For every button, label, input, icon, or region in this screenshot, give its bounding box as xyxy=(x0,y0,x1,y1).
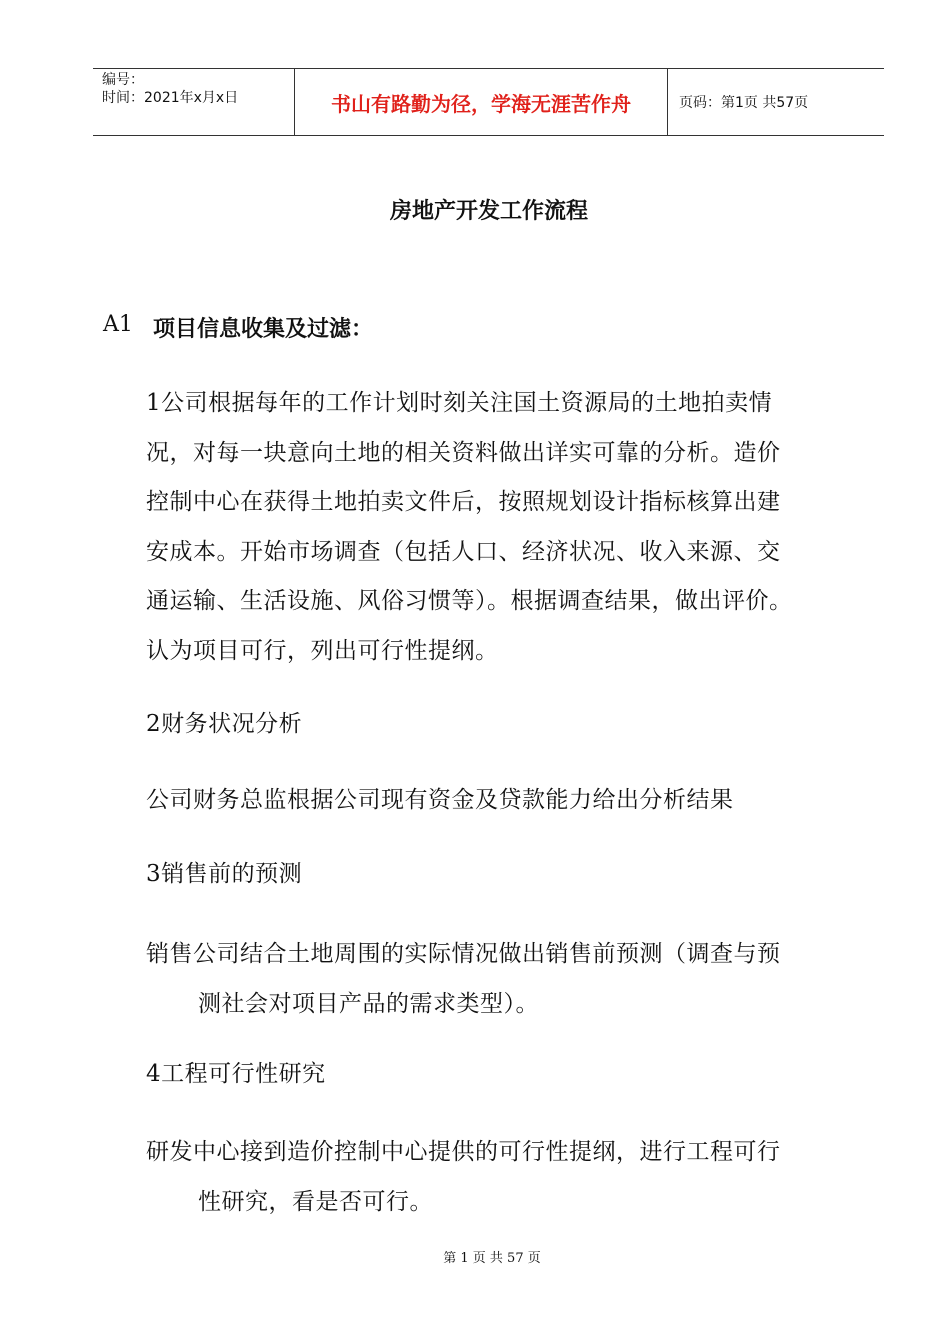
header-meta xyxy=(93,69,295,135)
header-page-info: 页码：第1页 共57页 xyxy=(679,95,809,111)
item-3-body-cont: 测社会对项目产品的需求类型）。 xyxy=(198,990,539,1017)
item-3-body xyxy=(146,930,846,1029)
item-4-body-first: 研发中心接到造价控制中心提供的可行性提纲，进行工程可行 xyxy=(146,1139,781,1165)
section-code: A1 xyxy=(103,312,133,337)
document-title: 房地产开发工作流程 xyxy=(389,199,588,224)
item-3-body-first: 销售公司结合土地周围的实际情况做出销售前预测（调查与预 xyxy=(146,941,781,967)
item-4-title: 4工程可行性研究 xyxy=(146,1061,326,1087)
page-header xyxy=(93,68,884,136)
paragraph-line: 况，对每一块意向土地的相关资料做出详实可靠的分析。造价 xyxy=(146,439,781,466)
section-heading xyxy=(103,312,373,343)
item-4-body xyxy=(146,1128,846,1227)
time-label: 时间：2021年x月x日 xyxy=(102,90,239,106)
item-3-title: 3销售前的预测 xyxy=(146,861,303,887)
paragraph-line: 安成本。开始市场调查（包括人口、经济状况、收入来源、交 xyxy=(146,538,781,565)
paragraph-line: 通运输、生活设施、风俗习惯等）。根据调查结果，做出评价。 xyxy=(146,588,793,614)
item-2-body: 公司财务总监根据公司现有资金及贷款能力给出分析结果 xyxy=(146,787,734,813)
paragraph-line: 认为项目可行，列出可行性提纲。 xyxy=(146,637,499,664)
item-2-title: 2财务状况分析 xyxy=(146,711,303,737)
page-footer: 第 1 页 共 57 页 xyxy=(443,1251,541,1266)
paragraph-1 xyxy=(146,379,856,676)
section-title: 项目信息收集及过滤： xyxy=(153,317,374,342)
item-4-body-cont: 性研究，看是否可行。 xyxy=(198,1188,433,1215)
header-motto: 书山有路勤为径，学海无涯苦作舟 xyxy=(295,69,668,135)
paragraph-line: 1公司根据每年的工作计划时刻关注国土资源局的土地拍卖情 xyxy=(146,390,773,416)
paragraph-line: 控制中心在获得土地拍卖文件后，按照规划设计指标核算出建 xyxy=(146,489,781,515)
serial-label: 编号： xyxy=(102,72,144,88)
